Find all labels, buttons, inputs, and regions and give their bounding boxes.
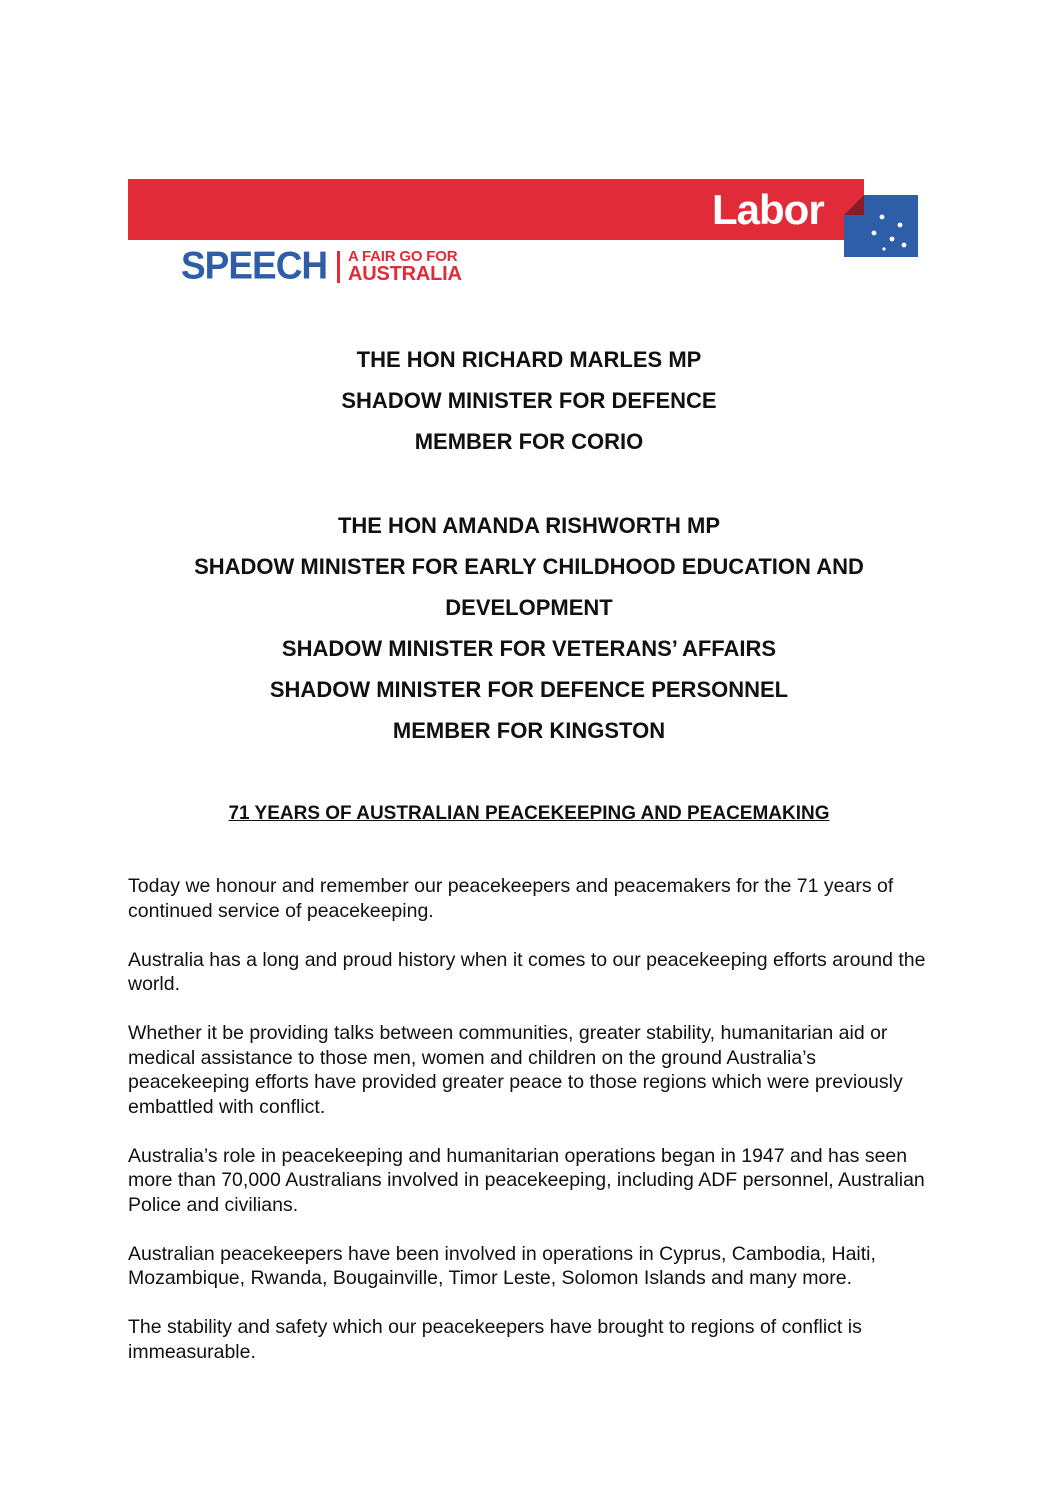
paragraph: The stability and safety which our peacekeepers have brought to regions of conflict is immeasurable.: [128, 1316, 862, 1363]
speaker-2-electorate: MEMBER FOR KINGSTON: [392, 718, 666, 743]
speech-body: [128, 874, 938, 1389]
paragraph: Australia has a long and proud history when it comes to our peacekeeping efforts around the world.: [128, 948, 926, 995]
speaker-1-block: [128, 339, 930, 462]
paragraph: Australia’s role in peacekeeping and humanitarian operations began in 1947 and has seen more than 70,000 Australians involved in peacekeeping, including ADF personnel, Australian Police and civilians.: [128, 1144, 925, 1216]
speech-label: SPEECH: [181, 243, 328, 287]
speaker-2-role-3: SHADOW MINISTER FOR DEFENCE PERSONNEL: [269, 677, 789, 702]
speaker-1-name: THE HON RICHARD MARLES MP: [356, 347, 702, 372]
tagline-line-1: A FAIR GO FOR: [348, 248, 458, 265]
paragraph: Today we honour and remember our peacekeepers and peacemakers for the 71 years of continued service of peacekeeping.: [128, 875, 894, 922]
speaker-2-name: THE HON AMANDA RISHWORTH MP: [337, 513, 721, 538]
speaker-2-block: [128, 505, 930, 751]
speech-title: 71 YEARS OF AUSTRALIAN PEACEKEEPING AND PEACEMAKING: [228, 803, 830, 824]
labor-logo-text: Labor: [712, 186, 824, 233]
speaker-1-role: SHADOW MINISTER FOR DEFENCE: [341, 388, 717, 413]
header-banner: [128, 179, 918, 289]
tagline-divider: [337, 251, 340, 283]
tagline: [348, 249, 462, 284]
paragraph: Australian peacekeepers have been involved in operations in Cyprus, Cambodia, Haiti, Mozambique, Rwanda, Bougainville, Timor Leste, Solomon Islands and many more.: [128, 1242, 876, 1289]
speaker-2-role-1-cont: DEVELOPMENT: [445, 595, 613, 620]
speaker-2-role-2: SHADOW MINISTER FOR VETERANS’ AFFAIRS: [281, 636, 777, 661]
speaker-1-electorate: MEMBER FOR CORIO: [414, 429, 644, 454]
speaker-2-role-1: SHADOW MINISTER FOR EARLY CHILDHOOD EDUCATION AND: [194, 554, 864, 579]
southern-cross-flag-icon: [844, 195, 918, 257]
tagline-line-2: AUSTRALIA: [348, 263, 462, 285]
paragraph: Whether it be providing talks between communities, greater stability, humanitarian aid or medical assistance to those men, women and children on the ground Australia’s peacekeeping efforts have provided greater peace to those regions which were previously embattled with conflict.: [128, 1022, 903, 1118]
